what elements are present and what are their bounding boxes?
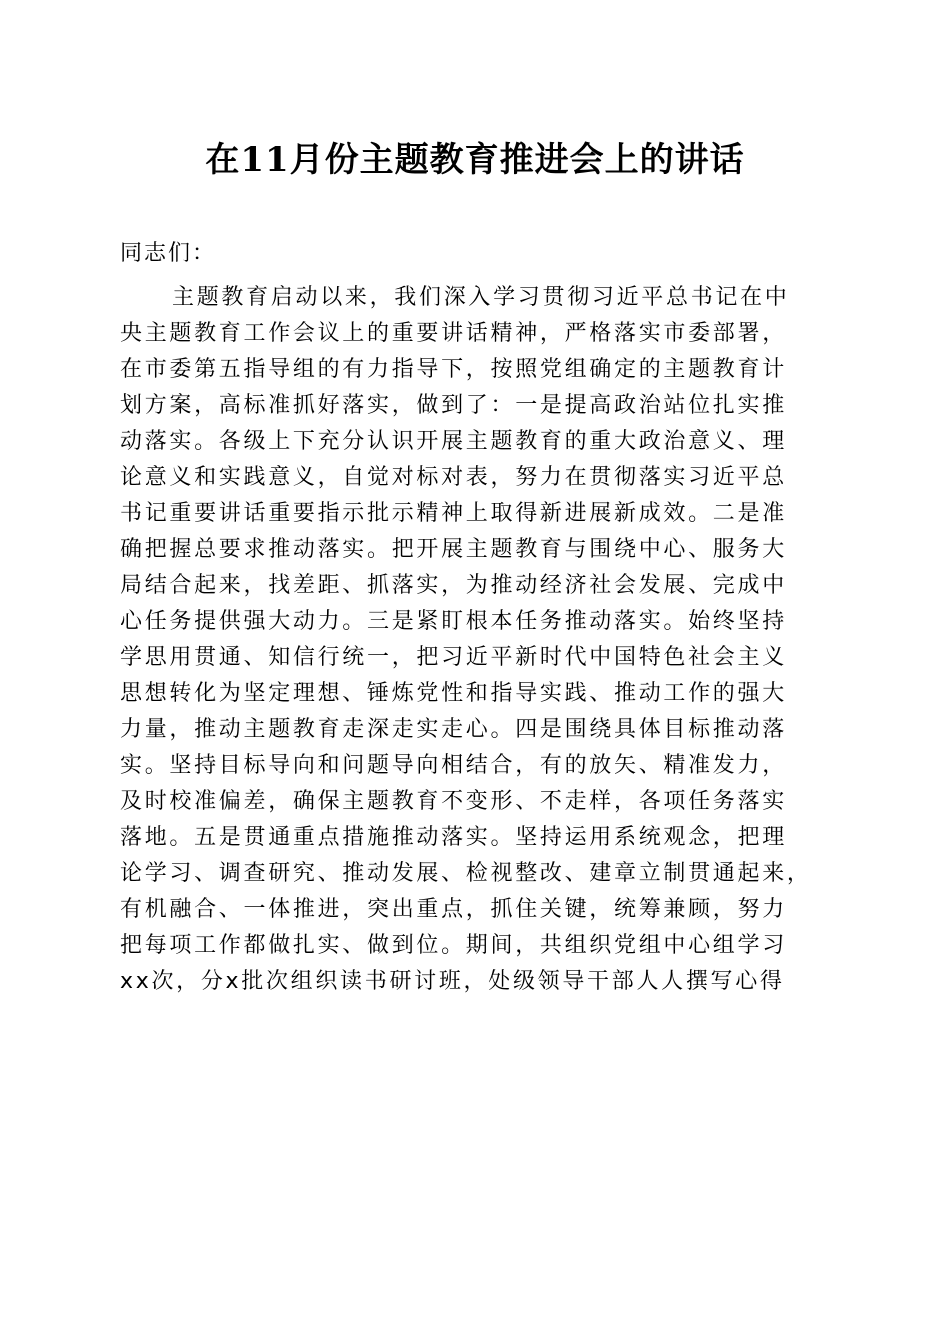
- body-line: 主题教育启动以来，我们深入学习贯彻习近平总书记在中: [172, 285, 790, 310]
- body-line: 局结合起来，找差距、抓落实，为推动经济社会发展、完成中: [120, 573, 787, 598]
- body-line: 把每项工作都做扎实、做到位。期间，共组织党组中心组学习: [120, 933, 787, 958]
- body-line: 在市委第五指导组的有力指导下，按照党组确定的主题教育计: [120, 357, 787, 382]
- body-line: 落地。五是贯通重点措施推动落实。坚持运用系统观念，把理: [120, 825, 787, 850]
- body-line: 实。坚持目标导向和问题导向相结合，有的放矢、精准发力，: [120, 753, 787, 778]
- salutation: 同志们：: [120, 241, 217, 266]
- body-line: 有机融合、一体推进，突出重点，抓住关键，统筹兼顾，努力: [120, 897, 787, 922]
- body-text: [120, 280, 840, 1000]
- body-line: 论学习、调查研究、推动发展、检视整改、建章立制贯通起来，: [120, 861, 812, 886]
- body-line: 力量，推动主题教育走深走实走心。四是围绕具体目标推动落: [120, 717, 787, 742]
- body-line: 思想转化为坚定理想、锤炼党性和指导实践、推动工作的强大: [120, 681, 787, 706]
- body-line: 学思用贯通、知信行统一，把习近平新时代中国特色社会主义: [120, 645, 787, 670]
- body-line: 划方案，高标准抓好落实，做到了：一是提高政治站位扎实推: [120, 393, 787, 418]
- body-line: 及时校准偏差，确保主题教育不变形、不走样，各项任务落实: [120, 789, 787, 814]
- body-line: 央主题教育工作会议上的重要讲话精神，严格落实市委部署，: [120, 321, 787, 346]
- body-line: xx次，分x批次组织读书研讨班，处级领导干部人人撰写心得: [120, 969, 785, 994]
- body-line: 心任务提供强大动力。三是紧盯根本任务推动落实。始终坚持: [120, 609, 787, 634]
- document-title: 在11月份主题教育推进会上的讲话: [205, 140, 745, 180]
- body-line: 论意义和实践意义，自觉对标对表，努力在贯彻落实习近平总: [120, 465, 787, 490]
- body-line: 书记重要讲话重要指示批示精神上取得新进展新成效。二是准: [120, 501, 787, 526]
- body-line: 确把握总要求推动落实。把开展主题教育与围绕中心、服务大: [120, 537, 787, 562]
- body-line: 动落实。各级上下充分认识开展主题教育的重大政治意义、理: [120, 429, 787, 454]
